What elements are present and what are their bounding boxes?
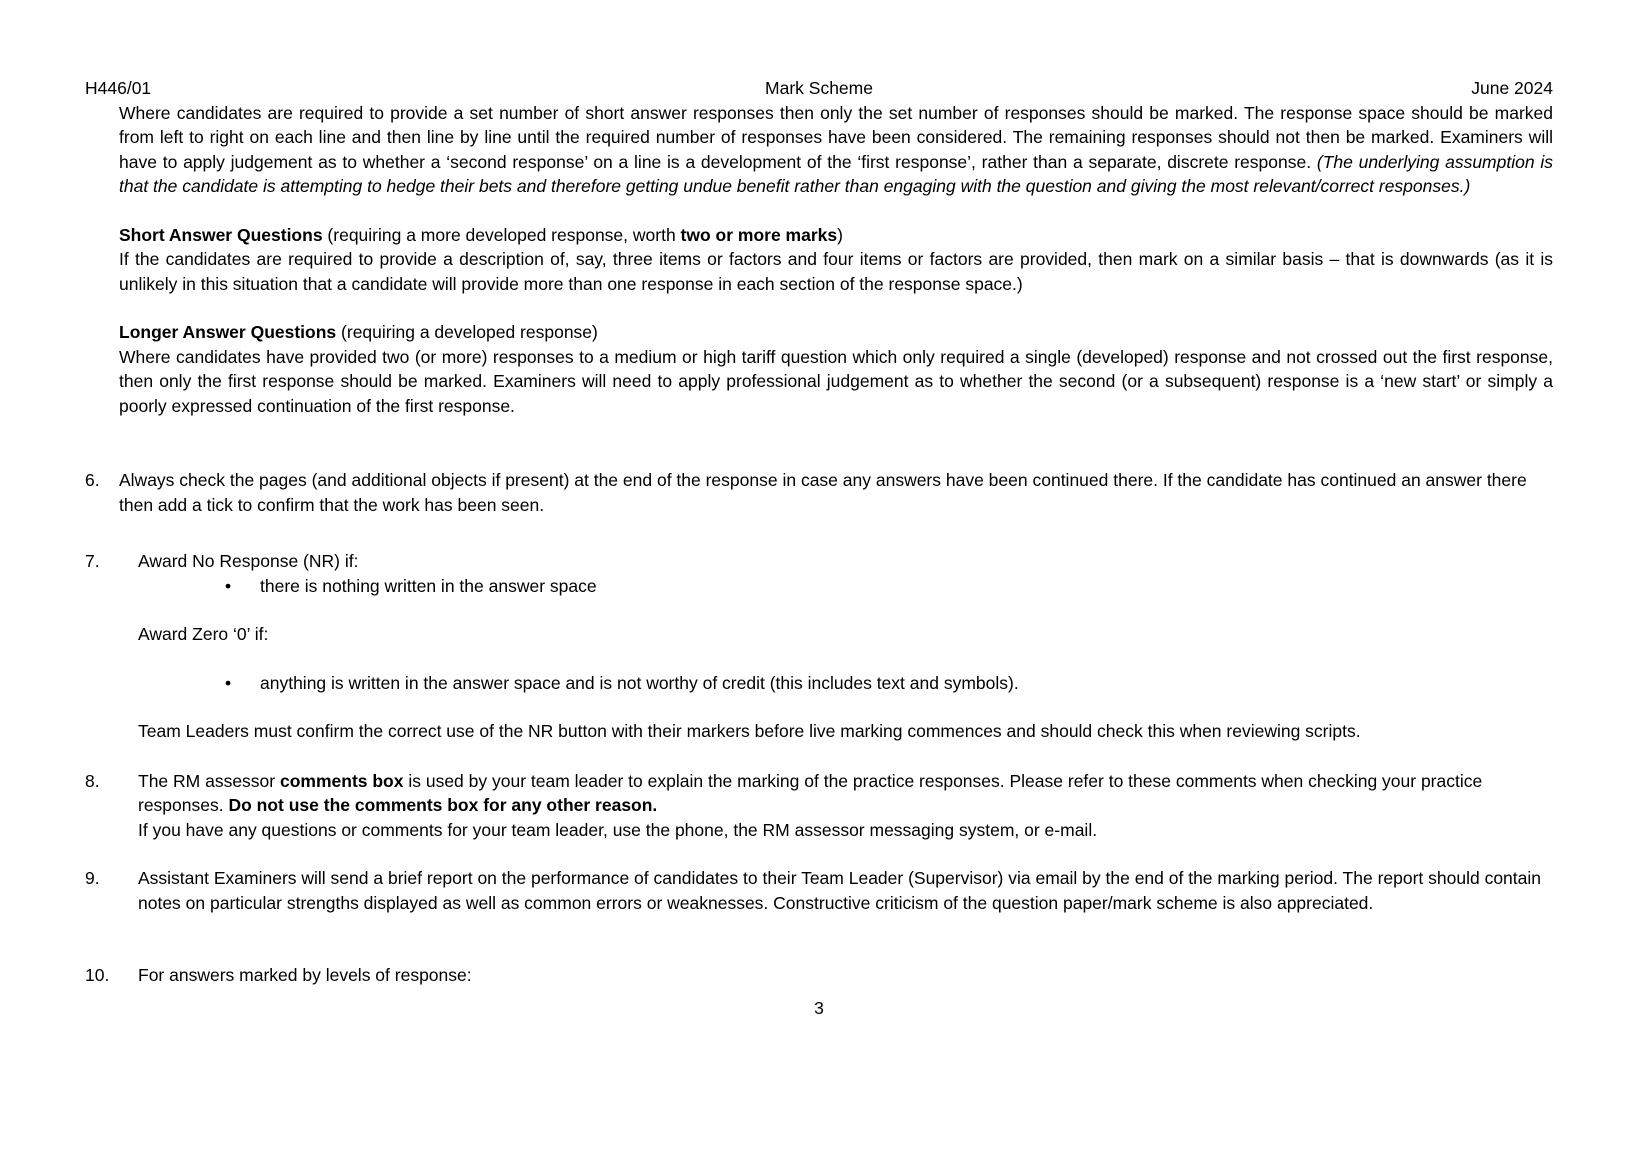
short-answer-heading-mid: (requiring a more developed response, worth [322,224,681,245]
short-answer-body: If the candidates are required to provide a description of, say, three items or factors and four items or factors are provided, then mark on a similar basis – that is downwards (as it is unlikely in this situation that a candidate will provide more than one response in each section of the response space.) [119,249,1553,294]
item-10-text: For answers marked by levels of response: [138,965,472,985]
short-answer-heading-bold2: two or more marks [680,224,838,245]
nr-bullet-item [138,574,1553,599]
header-paper-code: H446/01 [85,78,152,98]
item-9-number: 9. [85,868,100,888]
item-7-intro: Award No Response (NR) if: [138,551,359,571]
intro-italic-note: (The underlying assumption is that the candidate is attempting to hedge their bets and therefore getting undue benefit rather than engaging with the question and giving the most relevant/correct responses.) [119,151,1553,196]
item-8 [85,769,1553,843]
item-8-text [138,769,1553,818]
short-answer-section [119,223,1553,297]
longer-answer-heading-bold: Longer Answer Questions [119,322,337,342]
short-answer-heading-bold: Short Answer Questions [119,224,323,245]
bullet-icon: • [225,575,232,596]
item-8-t1: The RM assessor [138,770,280,791]
item-8-contact-line: If you have any questions or comments for your team leader, use the phone, the RM assessor messaging system, or e-mail. [138,819,1098,840]
item-6-text: Always check the pages (and additional objects if present) at the end of the response in case any answers have been continued there. If the candidate has continued an answer there then add a tick to confirm that the work has been seen. [119,470,1527,515]
item-8-number: 8. [85,770,100,791]
item-10-number: 10. [85,965,110,985]
page-number: 3 [814,997,824,1018]
item-9-text: Assistant Examiners will send a brief report on the performance of candidates to their Team Leader (Supervisor) via email by the end of the marking period. The report should contain notes on particular strengths displayed as well as common errors or weaknesses. Constructive criticism of the question paper/mark scheme is also appreciated. [138,868,1542,913]
bullet-icon: • [225,672,232,693]
longer-answer-section [119,320,1553,418]
item-8-bold-warning: Do not use the comments box for any other reason. [228,795,658,815]
item-9 [85,866,1553,915]
award-zero-line: Award Zero ‘0’ if: [138,624,269,644]
zero-bullet-item [138,671,1553,696]
longer-answer-body: Where candidates have provided two (or more) responses to a medium or high tariff question which only required a single (developed) response and not crossed out the first response, then only the first response should be marked. Examiners will need to apply professional judgement as to whether the second (or a subsequent) response is a ‘new start’ or simply a poorly expressed continuation of the first response. [119,346,1553,416]
team-leaders-note: Team Leaders must confirm the correct use of the NR button with their markers before live marking commences and should check this when reviewing scripts. [138,721,1361,741]
short-answer-heading [119,223,1553,248]
page-header [85,76,1553,101]
nr-bullet-text: there is nothing written in the answer space [260,575,597,596]
item-8-bold-comments-box: comments box [279,770,404,791]
intro-text: Where candidates are required to provide a set number of short answer responses then only the set number of responses should be marked. The response space should be marked from left to right on each line and then line by line until the required number of responses have been considered. The remaining responses should not then be marked. Examiners will have to apply judgement as to whether a ‘second response’ on a line is a development of the ‘first response’, rather than a separate, discrete response. [119,102,1553,172]
short-answer-heading-close: ) [837,224,843,245]
item-10 [85,963,1553,988]
header-date: June 2024 [1471,78,1553,98]
item-8-t2: is used by your team leader to explain the marking of the practice responses. Please refer to these comments when checking your practice responses. [138,770,1483,815]
item-7-number: 7. [85,551,100,571]
header-title: Mark Scheme [765,78,873,98]
longer-answer-heading [119,320,1553,345]
item-7 [85,549,1553,744]
item-6-number: 6. [85,470,100,490]
longer-answer-heading-close: (requiring a developed response) [336,322,598,342]
intro-paragraph [119,101,1553,199]
item-6 [85,468,1553,517]
zero-bullet-text: anything is written in the answer space and is not worthy of credit (this includes text and symbols). [260,672,1019,693]
